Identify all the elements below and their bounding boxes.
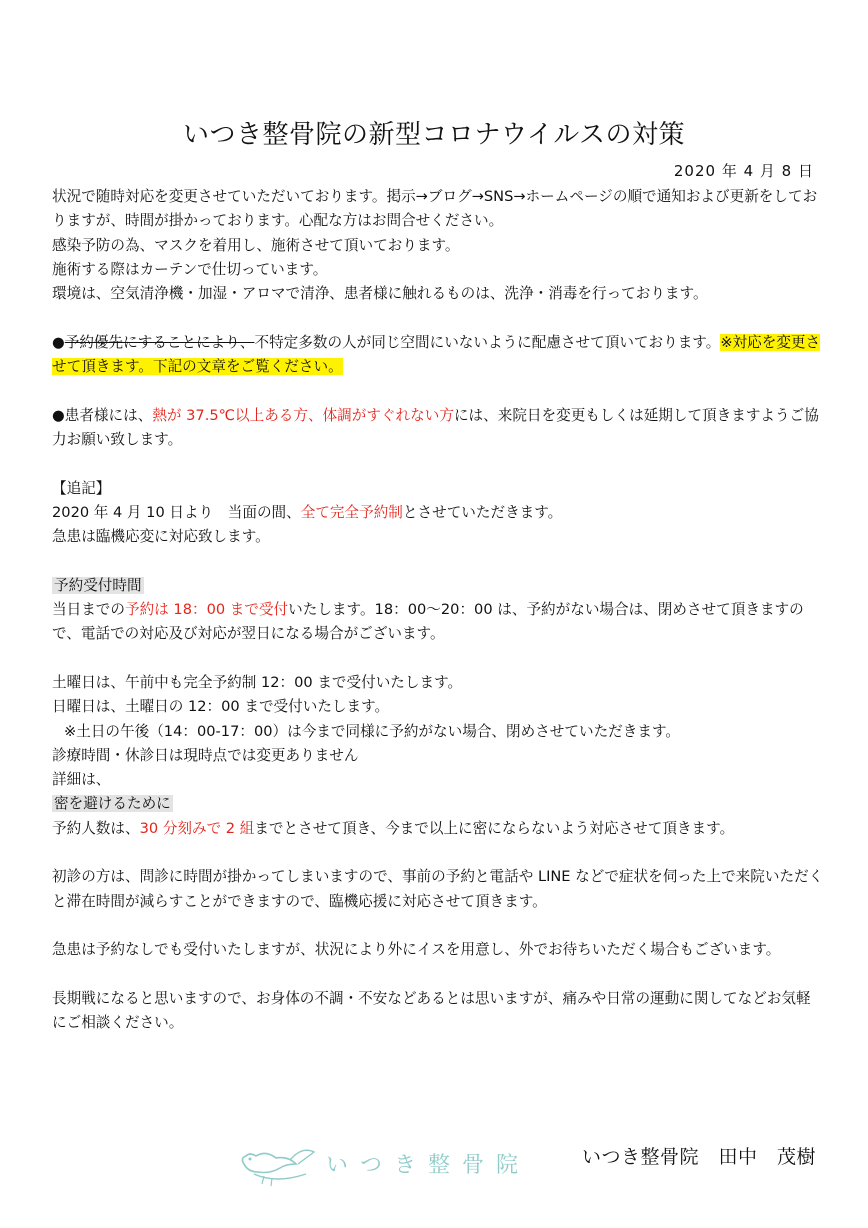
density-heading: 密を避けるために: [54, 795, 171, 813]
emergency-paragraph: 急患は予約なしでも受付いたしますが、状況により外にイスを用意し、外でお待ちいただく場合もございます。: [52, 941, 781, 959]
weekend-note: ※土日の午後（14：00-17：00）は今まで同様に予約がない場合、閉めさせていただきます。: [64, 722, 680, 740]
notice-1: [52, 331, 824, 380]
notice-1-text: 不特定多数の人が同じ空間にいないように配慮させて頂いております。: [254, 333, 721, 351]
closing-paragraph: 長期戦になると思いますので、お身体の不調・不安などあるとは思いますが、痛みや日常の運動に関してなどお気軽にご相談ください。: [52, 989, 811, 1032]
density-heading-row: [52, 792, 824, 816]
addendum-line-1: [52, 501, 824, 525]
signature: いつき整骨院 田中 茂樹: [581, 1146, 816, 1168]
addendum-heading: 【追記】: [52, 479, 111, 497]
logo-text: いつき整骨院: [326, 1153, 531, 1178]
notice-2-suffix: には、来院日を変更もしくは延期して頂きますようご協力お願い致します。: [52, 406, 819, 448]
notice-2-prefix: ●患者様には、: [52, 406, 153, 424]
clinic-logo: [236, 1134, 536, 1192]
intro-paragraph-2: 感染予防の為、マスクを着用し、施術させて頂いております。: [52, 236, 460, 254]
notice-1-struck-text: 予約優先にすることにより、: [64, 333, 255, 351]
details-label: 詳細は、: [52, 771, 111, 789]
addendum-line-1-prefix: 2020 年 4 月 10 日より 当面の間、: [52, 503, 301, 521]
first-visit-paragraph: 初診の方は、問診に時間が掛かってしまいますので、事前の予約と電話や LINE などで症状を伺った上で来院いただくと滞在時間が減らすことができますので、臨機応援に対応させて頂きます。: [52, 868, 824, 910]
intro-paragraph-1: 状況で随時対応を変更させていただいております。掲示→ブログ→SNS→ホームページの順で通知および更新をしておりますが、時間が掛かっております。心配な方はお問合せください。: [52, 188, 818, 230]
bird-icon: [236, 1134, 326, 1192]
density-line-suffix: までとさせて頂き、今まで以上に密にならないよう対応させて頂きます。: [254, 819, 735, 837]
addendum-line-1-suffix: とさせていただきます。: [402, 503, 563, 521]
notice-2: [52, 404, 824, 453]
reception-heading-row: [52, 574, 824, 598]
document-body: [52, 185, 824, 1035]
weekend-line-1: 土曜日は、午前中も完全予約制 12：00 まで受付いたします。: [52, 673, 463, 691]
footer: [0, 1134, 868, 1194]
intro-paragraph-4: 環境は、空気清浄機・加湿・アロマで清浄、患者様に触れるものは、洗浄・消毒を行っております。: [52, 285, 708, 303]
notice-1-highlight: ※対応を変更させて頂きます。下記の文章をご覧ください。: [52, 333, 821, 376]
reception-line-prefix: 当日までの: [52, 601, 125, 619]
reception-line-red: 予約は 18：00 まで受付: [124, 601, 289, 619]
notice-1-bullet: ●: [52, 333, 65, 351]
density-line-red: 30 分刻みで 2 組: [139, 819, 255, 837]
density-line: [52, 817, 824, 841]
notice-2-red: 熱が 37.5℃以上ある方、体調がすぐれない方: [152, 406, 454, 424]
weekend-line-2: 日曜日は、土曜日の 12：00 まで受付いたします。: [52, 698, 390, 716]
addendum-line-1-red: 全て完全予約制: [300, 503, 403, 521]
addendum-line-2: 急患は臨機応変に対応致します。: [52, 528, 270, 546]
issue-date: 2020 年 4 月 8 日: [673, 162, 814, 180]
page-title: いつき整骨院の新型コロナウイルスの対策: [183, 120, 685, 150]
reception-line-suffix: いたします。18：00～20：00 は、予約がない場合は、閉めさせて頂きますので、電話での対応及び対応が翌日になる場合がございます。: [52, 601, 804, 643]
reception-line: [52, 598, 824, 647]
density-line-prefix: 予約人数は、: [52, 819, 140, 837]
intro-paragraph-3: 施術する際はカーテンで仕切っています。: [52, 260, 328, 278]
hours-unchanged: 診療時間・休診日は現時点では変更ありません: [52, 746, 359, 764]
reception-heading: 予約受付時間: [54, 576, 142, 594]
